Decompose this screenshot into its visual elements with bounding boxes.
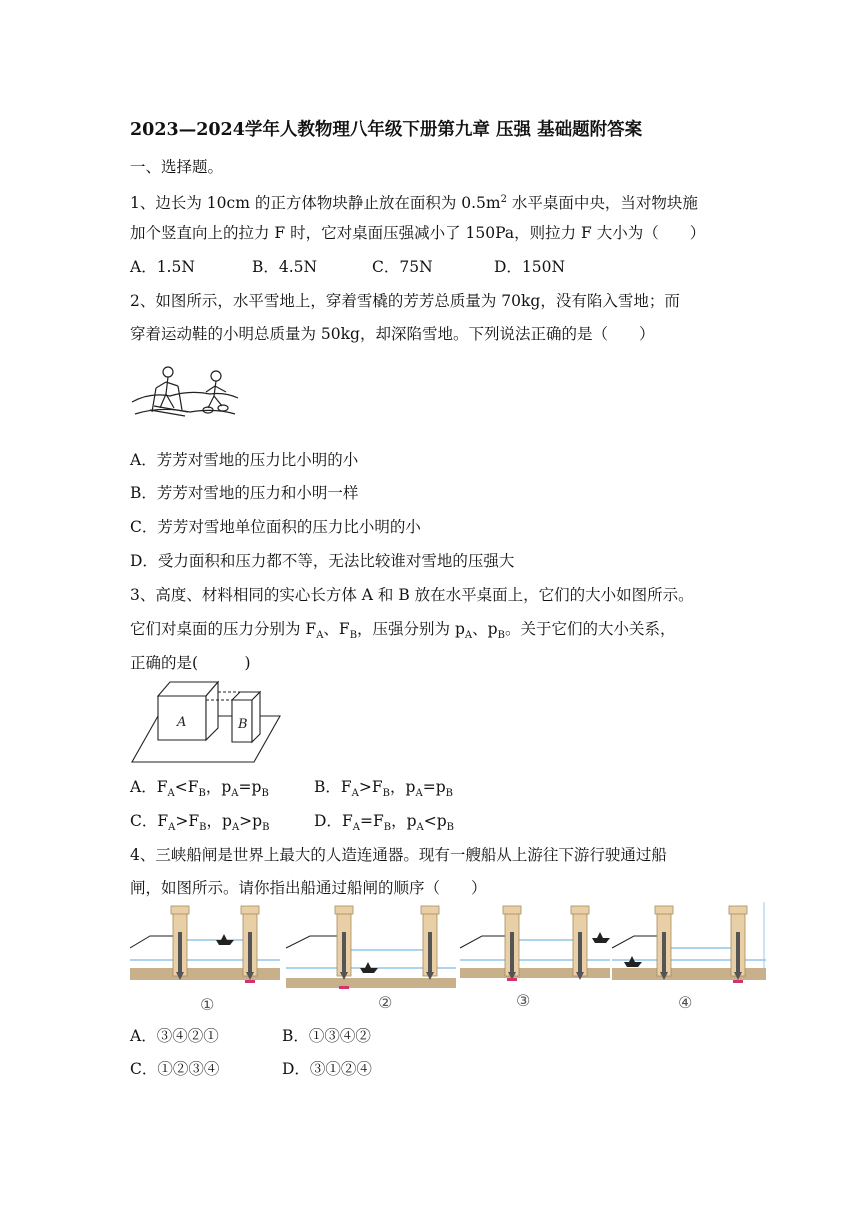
q4-line1: 4、三峡船闸是世界上最大的人造连通器。现有一艘船从上游往下游行驶通过船: [130, 846, 667, 864]
q2-option-d: D．受力面积和压力都不等，无法比较谁对雪地的压强大: [130, 552, 515, 570]
q3-line3: 正确的是( ): [130, 654, 251, 672]
q3-option-d: D．$F_A=F_B$，$p_A<p_B$: [314, 812, 455, 834]
q3-line2: 它们对桌面的压力分别为 $F_A$、$F_B$，压强分别为 $p_A$、$p_B$。关于它们的大小关系，: [130, 620, 676, 642]
q1-line1: 1、边长为 10cm 的正方体物块静止放在面积为 $0.5m^2$ 水平桌面中央，当对物块施: [130, 194, 698, 213]
q1-option-d: D．150N: [494, 258, 566, 276]
snow-figure: [130, 362, 240, 430]
q2-option-c: C．芳芳对雪地单位面积的压力比小明的小: [130, 518, 421, 536]
lock-panel-4: [612, 902, 766, 983]
q1-option-c: C．75N: [372, 258, 433, 276]
q1-line2: 加个竖直向上的拉力 F 时，它对桌面压强减小了 150Pa，则拉力 F 大小为（ ）: [130, 224, 706, 242]
q1-option-a: A．1.5N: [130, 258, 195, 276]
q2-line1: 2、如图所示，水平雪地上，穿着雪橇的芳芳总质量为 70kg，没有陷入雪地；而: [130, 292, 680, 310]
q4-option-a: A．③④②①: [130, 1027, 219, 1045]
lock-panel-2: [286, 906, 456, 989]
q4-option-d: D．③①②④: [282, 1060, 372, 1078]
lock-label-4: ④: [678, 993, 693, 1012]
block-a-label: A: [177, 715, 187, 730]
ship-lock-figure: [130, 902, 768, 1020]
q3-line1: 3、高度、材料相同的实心长方体 A 和 B 放在水平桌面上，它们的大小如图所示。: [130, 586, 694, 604]
q4-line2: 闸，如图所示。请你指出船通过船闸的顺序（ ）: [130, 879, 487, 897]
q2-option-b: B．芳芳对雪地的压力和小明一样: [130, 484, 359, 502]
page-title: 2023—2024学年人教物理八年级下册第九章 压强 基础题附答案: [130, 120, 643, 140]
q1-option-b: B．4.5N: [252, 258, 318, 276]
q4-option-b: B．①③④②: [282, 1027, 371, 1045]
q2-line2: 穿着运动鞋的小明总质量为 50kg，却深陷雪地。下列说法正确的是（ ）: [130, 325, 655, 343]
q3-option-b: B．$F_A>F_B$，$p_A=p_B$: [314, 778, 453, 800]
lock-label-2: ②: [378, 993, 393, 1012]
q4-option-c: C．①②③④: [130, 1060, 220, 1078]
lock-label-3: ③: [516, 991, 531, 1010]
lock-label-1: ①: [200, 995, 215, 1014]
blocks-figure: [130, 678, 282, 766]
q3-option-c: C．$F_A>F_B$，$p_A>p_B$: [130, 812, 270, 834]
section-heading: 一、选择题。: [130, 158, 224, 176]
q3-option-a: A．$F_A<F_B$，$p_A=p_B$: [130, 778, 269, 800]
lock-panel-3: [460, 906, 610, 981]
q2-option-a: A．芳芳对雪地的压力比小明的小: [130, 451, 359, 469]
lock-panel-1: [130, 906, 280, 983]
block-b-label: B: [238, 717, 248, 732]
